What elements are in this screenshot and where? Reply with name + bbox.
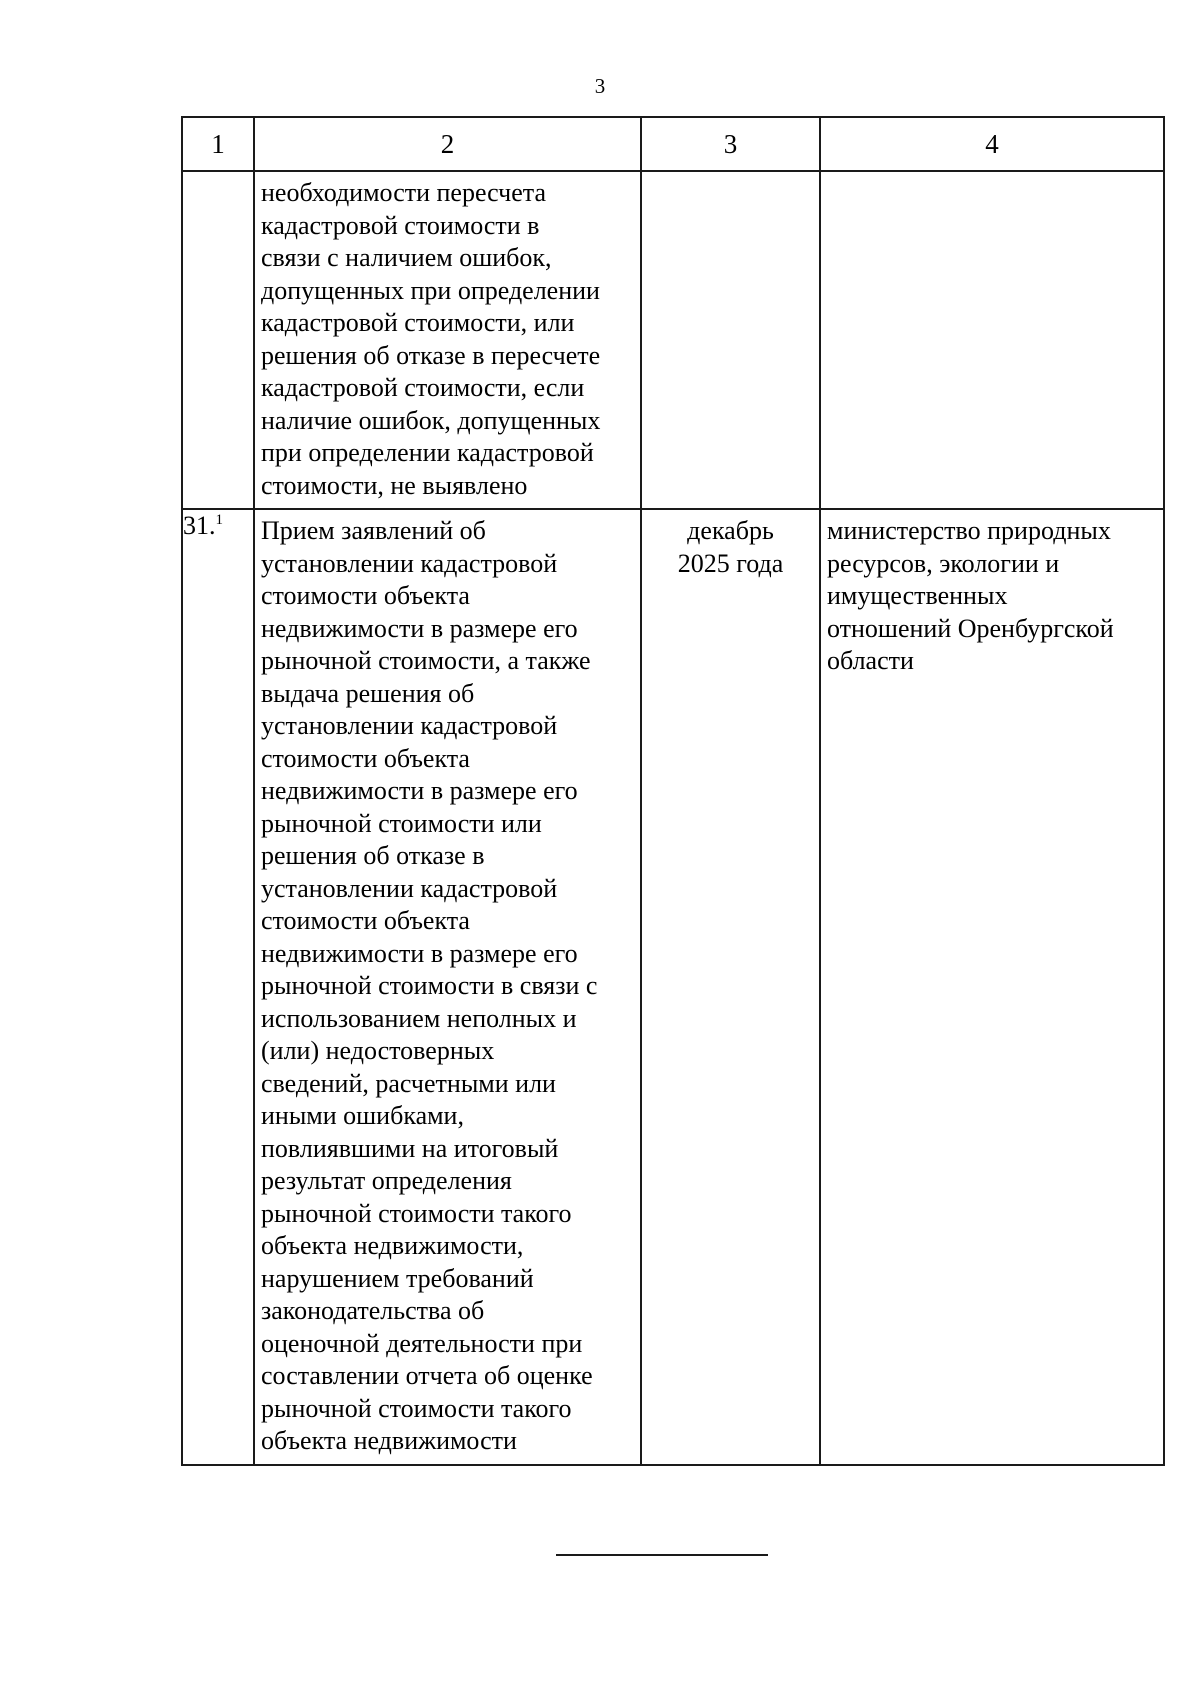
text-line: результат определения bbox=[261, 1166, 512, 1195]
text-line: оценочной деятельности при bbox=[261, 1328, 583, 1358]
header-col-3: 3 bbox=[641, 117, 820, 171]
text-line: кадастровой стоимости, если bbox=[261, 373, 585, 402]
header-col-1: 1 bbox=[182, 117, 254, 171]
row-description-cell bbox=[254, 171, 641, 509]
text-line: недвижимости в размере его bbox=[261, 938, 578, 968]
text-line: имущественных bbox=[827, 581, 1008, 610]
row-number: 31. bbox=[183, 511, 216, 540]
row-description-cell bbox=[254, 509, 641, 1465]
text-line: кадастровой стоимости, или bbox=[261, 308, 575, 337]
text-line: законодательства об bbox=[261, 1296, 485, 1325]
header-col-4: 4 bbox=[820, 117, 1164, 171]
text-line: составлении отчета об оценке bbox=[261, 1361, 593, 1390]
end-separator-line bbox=[556, 1554, 768, 1556]
text-line: наличие ошибок, допущенных bbox=[261, 405, 601, 435]
text-line: допущенных при определении bbox=[261, 275, 600, 305]
row-deadline-cell bbox=[641, 171, 820, 509]
text-line: нарушением требований bbox=[261, 1263, 534, 1293]
text-line: объекта недвижимости bbox=[261, 1426, 517, 1455]
row-responsible-text bbox=[821, 510, 1163, 684]
text-line: стоимости объекта bbox=[261, 581, 470, 610]
table-header-row bbox=[182, 117, 1164, 171]
text-line: необходимости пересчета bbox=[261, 178, 547, 207]
row-responsible-cell bbox=[820, 509, 1164, 1465]
text-line: сведений, расчетными или bbox=[261, 1068, 556, 1098]
row-number-superscript: 1 bbox=[215, 512, 223, 528]
page-number: 3 bbox=[594, 74, 606, 98]
text-line: рыночной стоимости или bbox=[261, 808, 542, 838]
plan-table bbox=[181, 116, 1165, 1466]
text-line: стоимости, не выявлено bbox=[261, 470, 528, 500]
row-description-text bbox=[255, 172, 640, 508]
text-line: министерство природных bbox=[827, 516, 1111, 545]
text-line: иными ошибками, bbox=[261, 1101, 464, 1130]
text-line: объекта недвижимости, bbox=[261, 1231, 524, 1260]
text-line: области bbox=[827, 646, 914, 675]
text-line: решения об отказе в пересчете bbox=[261, 340, 601, 370]
text-line: рыночной стоимости, а также bbox=[261, 646, 591, 675]
text-line: рыночной стоимости такого bbox=[261, 1393, 572, 1423]
table-row-31-1 bbox=[182, 509, 1164, 1465]
row-number-cell bbox=[182, 509, 254, 1465]
row-number-cell bbox=[182, 171, 254, 509]
text-line: установлении кадастровой bbox=[261, 711, 558, 740]
text-line: кадастровой стоимости в bbox=[261, 210, 540, 240]
text-line: рыночной стоимости такого bbox=[261, 1198, 572, 1228]
row-description-text bbox=[255, 510, 640, 1464]
text-line: Прием заявлений об bbox=[261, 516, 486, 545]
text-line: ресурсов, экологии и bbox=[827, 548, 1060, 578]
text-line: установлении кадастровой bbox=[261, 873, 558, 903]
text-line: недвижимости в размере его bbox=[261, 776, 578, 805]
text-line: стоимости объекта bbox=[261, 743, 470, 773]
text-line: (или) недостоверных bbox=[261, 1036, 495, 1065]
table-row-continuation bbox=[182, 171, 1164, 509]
header-col-2: 2 bbox=[254, 117, 641, 171]
text-line: установлении кадастровой bbox=[261, 548, 558, 578]
text-line: 2025 года bbox=[677, 548, 784, 578]
text-line: повлиявшими на итоговый bbox=[261, 1133, 559, 1163]
text-line: стоимости объекта bbox=[261, 906, 470, 935]
text-line: при определении кадастровой bbox=[261, 438, 594, 467]
text-line: использованием неполных и bbox=[261, 1003, 577, 1033]
text-line: рыночной стоимости в связи с bbox=[261, 971, 598, 1000]
text-line: связи с наличием ошибок, bbox=[261, 243, 552, 272]
row-deadline-text bbox=[642, 510, 819, 586]
text-line: декабрь bbox=[687, 516, 774, 545]
row-deadline-cell bbox=[641, 509, 820, 1465]
text-line: недвижимости в размере его bbox=[261, 613, 578, 643]
text-line: выдача решения об bbox=[261, 678, 475, 708]
text-line: решения об отказе в bbox=[261, 841, 485, 870]
row-responsible-cell bbox=[820, 171, 1164, 509]
text-line: отношений Оренбургской bbox=[827, 613, 1114, 643]
